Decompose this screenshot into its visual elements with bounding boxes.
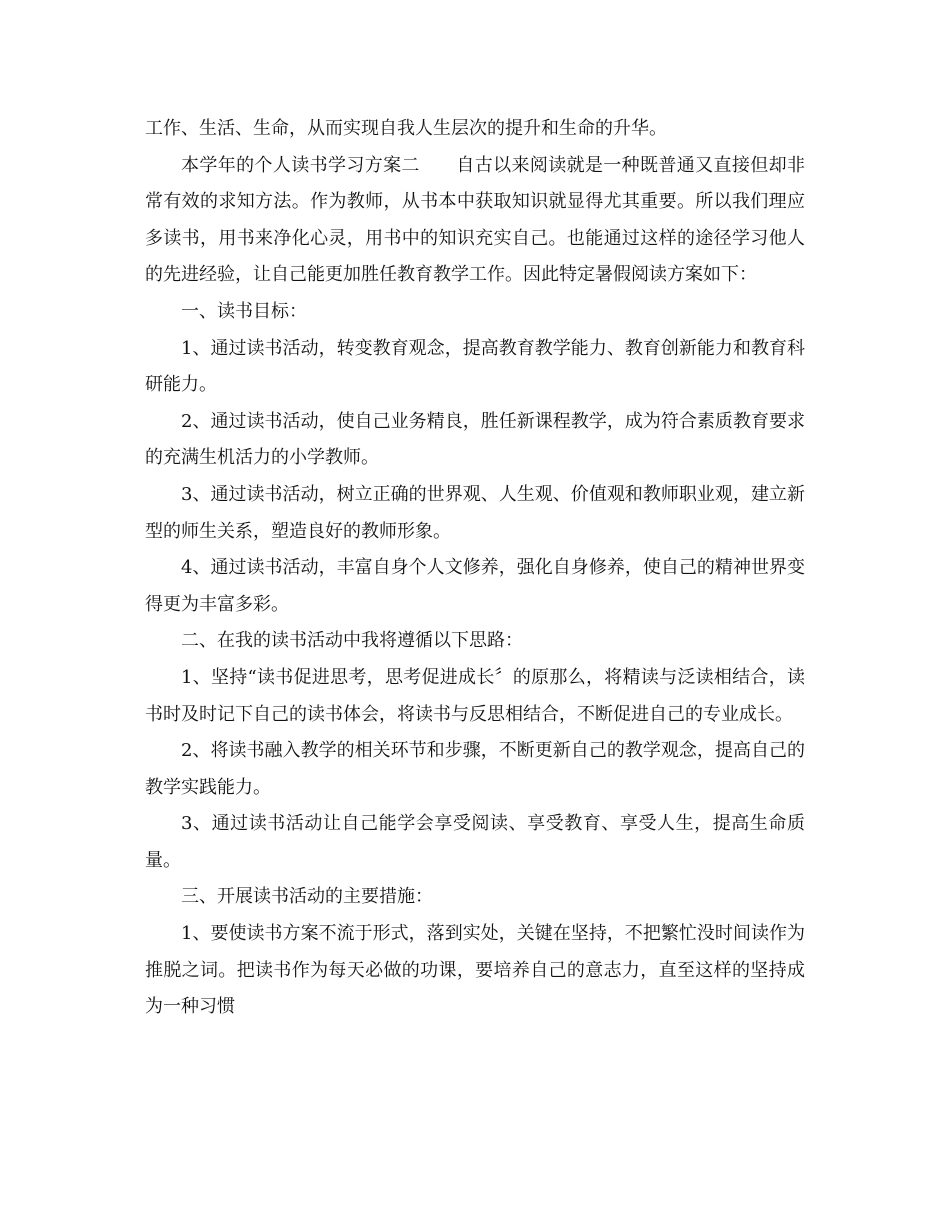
paragraph-continuation: 工作、生活、生命，从而实现自我人生层次的提升和生命的升华。 <box>145 118 667 139</box>
document-body <box>145 111 805 1026</box>
section-heading-measures: 三、开展读书活动的主要措施： <box>181 886 433 908</box>
goal-item-2: 2、通过读书活动，使自己业务精良，胜任新课程教学，成为符合素质教育要求的充满生机活力的小学教师。 <box>145 410 805 469</box>
goal-item-1: 1、通过读书活动，转变教育观念，提高教育教学能力、教育创新能力和教育科研能力。 <box>145 337 805 396</box>
measure-item-1: 1、要使读书方案不流于形式，落到实处，关键在坚持，不把繁忙没时间读作为推脱之词。把读书作为每天必做的功课，要培养自己的意志力，直至这样的坚持成为一种习惯 <box>145 923 805 1018</box>
paragraph-plan-intro: 本学年的个人读书学习方案二 自古以来阅读就是一种既普通又直接但却非常有效的求知方法。作为教师，从书本中获取知识就显得尤其重要。所以我们理应多读书，用书来净化心灵，用书中的知识充实自己。也能通过这样的途径学习他人的先进经验，让自己能更加胜任教育教学工作。因此特定暑假阅读方案如下： <box>145 154 805 286</box>
section-heading-goals: 一、读书目标： <box>181 300 307 322</box>
approach-item-2: 2、将读书融入教学的相关环节和步骤，不断更新自己的教学观念，提高自己的教学实践能力。 <box>145 740 805 798</box>
goal-item-3: 3、通过读书活动，树立正确的世界观、人生观、价值观和教师职业观，建立新型的师生关系，塑造良好的教师形象。 <box>145 483 805 542</box>
goal-item-4: 4、通过读书活动，丰富自身个人文修养，强化自身修养，使自己的精神世界变得更为丰富多彩。 <box>145 557 805 615</box>
approach-item-3: 3、通过读书活动让自己能学会享受阅读、享受教育、享受人生，提高生命质量。 <box>145 813 805 871</box>
section-heading-approach: 二、在我的读书活动中我将遵循以下思路： <box>181 630 523 652</box>
approach-item-1: 1、坚持“读书促进思考，思考促进成长〞的原那么，将精读与泛读相结合，读书时及时记下自己的读书体会，将读书与反思相结合，不断促进自己的专业成长。 <box>145 666 805 725</box>
